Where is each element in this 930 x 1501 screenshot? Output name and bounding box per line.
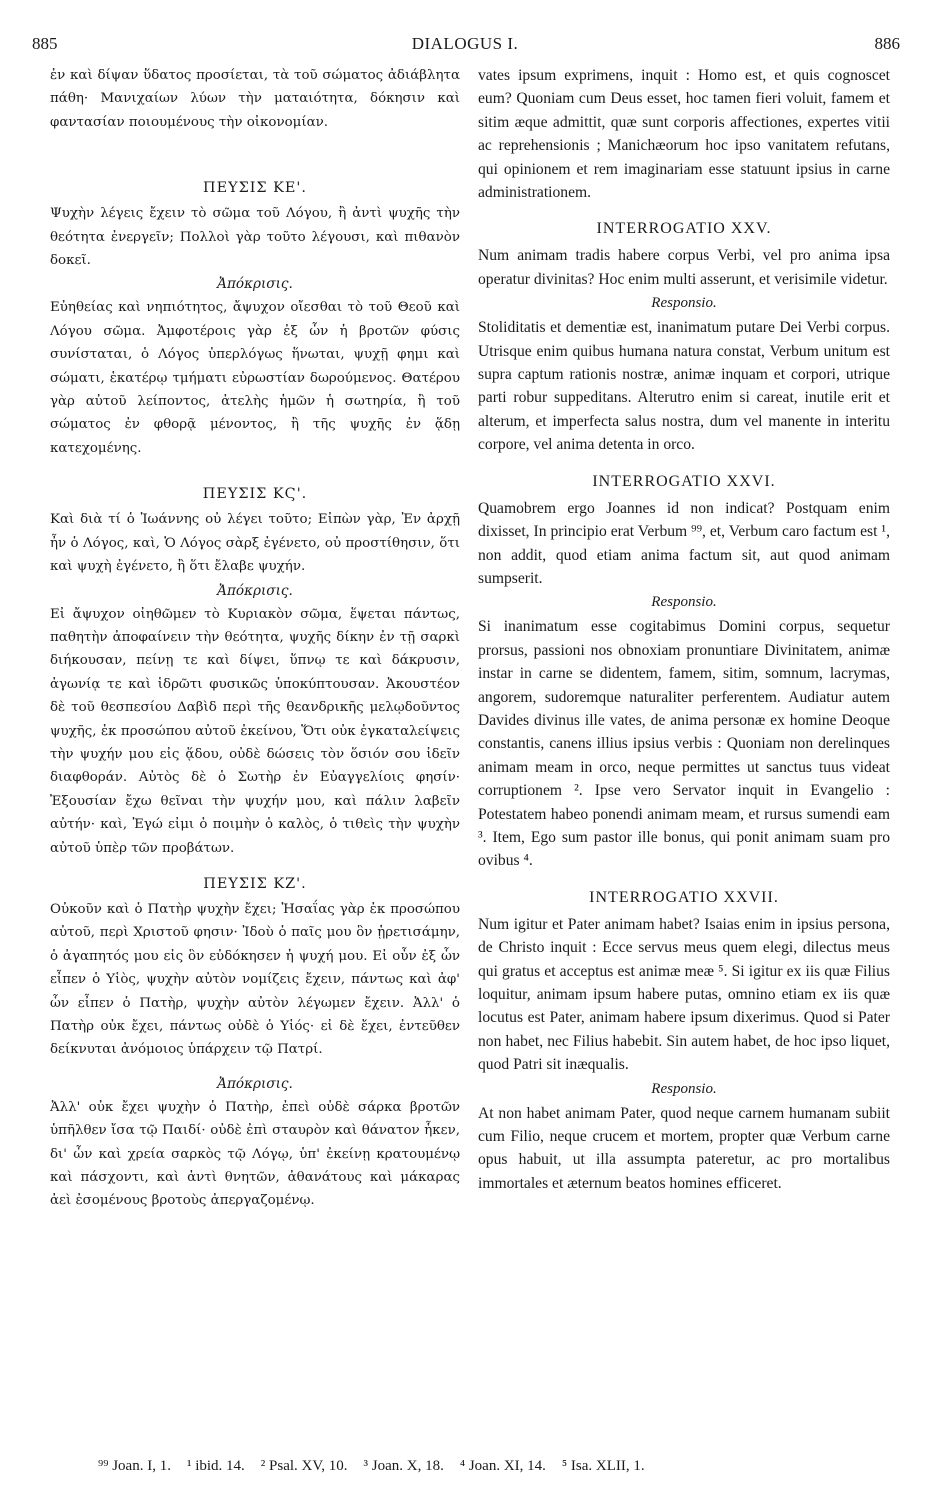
- paragraph: Quamobrem ergo Joannes id non indicat? Postquam enim dixisset, In principio erat Verbum ⁹⁹, et, Verbum caro factum est ¹, non addit, quod etiam anima factum sit, aut quod animam sumpserit.: [478, 499, 890, 587]
- running-title: DIALOGUS I.: [411, 34, 519, 53]
- response-label: Responsio.: [651, 1080, 717, 1097]
- footnote: ³ Joan. X, 18.: [363, 1458, 444, 1474]
- response-label: Ἀπόκρισις.: [217, 582, 293, 599]
- spacer: [50, 460, 460, 470]
- paragraph: Ψυχὴν λέγεις ἔχειν τὸ σῶμα τοῦ Λόγου, ἢ ἀντὶ ψυχῆς τὴν θεότητα ἐνεργεῖν; Πολλοὶ γὰρ τοῦτο λέγουσι, καὶ πιθανὸν δοκεῖ.: [50, 206, 460, 269]
- footnote: ⁴ Joan. XI, 14.: [459, 1458, 546, 1474]
- paragraph: Οὐκοῦν καὶ ὁ Πατὴρ ψυχὴν ἔχει; Ἡσαΐας γὰρ ἐκ προσώπου αὐτοῦ, περὶ Χριστοῦ φησιν· Ἰδοὺ ὁ παῖς μου ὃν ᾑρετισάμην, ὁ ἀγαπητός μου εἰς ὃν εὐδόκησεν ἡ ψυχή μου. Εἰ οὖν ἐξ ὧν εἶπεν ὁ Υἱὸς, ψυχὴν αὐτὸν νομίζεις ἔχειν, πάντως καὶ ἀφ' ὧν εἶπεν ὁ Πατὴρ, ψυχὴν αὐτὸν λέγωμεν ἔχειν. Ἀλλ' ὁ Πατὴρ οὐκ ἔχει, πάντως οὐδὲ ὁ Υἱός· εἰ δὲ ἔχει, ἐντεῦθεν δείκνυται ἀνόμοιος ὑπάρχειν τῷ Πατρί.: [50, 901, 460, 1058]
- paragraph: Num animam tradis habere corpus Verbi, vel pro anima ipsa operatur divinitas? Hoc enim multi asserunt, et verisimile videtur.: [478, 247, 890, 288]
- paragraph: Εἰ ἄψυχον οἰηθῶμεν τὸ Κυριακὸν σῶμα, ἕψεται πάντως, παθητὴν ἀποφαίνειν τὴν θεότητα, ψυχῆς δίκην ἐν τῇ σαρκὶ διήκουσαν, πείνῃ τε καὶ δίψει, ὕπνῳ τε καὶ δάκρυσιν, ἀγωνίᾳ τε καὶ ἱδρῶτι φυσικῶς ὑποκύπτουσαν. Ἀκουστέον δὲ τοῦ θεσπεσίου Δαβὶδ περὶ τῆς θεανδρικῆς μελῳδοῦντος ψυχῆς, ἐκ προσώπου αὐτοῦ ἐκείνου, Ὅτι οὐκ ἐγκαταλείψεις τὴν ψυχήν μου εἰς ᾅδου, οὐδὲ δώσεις τὸν ὅσιόν σου ἰδεῖν διαφθοράν. Αὐτὸς δὲ ὁ Σωτὴρ ἐν Εὐαγγελίοις φησίν· Ἐξουσίαν ἔχω θεῖναι τὴν ψυχήν μου, καὶ πάλιν λαβεῖν αὐτήν· καὶ, Ἐγώ εἰμι ὁ ποιμὴν ὁ καλὸς, ὁ τιθεὶς τὴν ψυχὴν αὐτοῦ ὑπὲρ τῶν προβάτων.: [50, 606, 460, 856]
- footnotes: [98, 1458, 818, 1475]
- footnote: ⁹⁹ Joan. I, 1.: [98, 1458, 171, 1474]
- response-label: Ἀπόκρισις.: [217, 276, 293, 293]
- footnote: ¹ ibid. 14.: [186, 1458, 245, 1474]
- response-label: Responsio.: [651, 594, 717, 611]
- spacer: [50, 134, 460, 144]
- paragraph: Stoliditatis et dementiæ est, inanimatum putare Dei Verbi corpus. Utrisque enim quibus humana natura constat, Verbum unitum est supra captum rationis nostræ, animæ inquam et corpori, utrique parti robur suppeditans. Alterutro enim si careat, inutile erit et alterum, et imperfecta salus nostra, dum vel manente in interitu corpore, vel anima detenta in orco.: [478, 319, 890, 454]
- paragraph: At non habet animam Pater, quod neque carnem humanam subiit cum Filio, neque crucem et mortem, propter quæ Verbum carne opus habuit, ut illa assumpta pateretur, ac pro mortalibus immortales et æternum beatos homines efficeret.: [478, 1104, 890, 1192]
- section-heading: INTERROGATIO XXVI.: [592, 472, 776, 490]
- paragraph: ἐν καὶ δίψαν ὕδατος προσίεται, τὰ τοῦ σώματος ἀδιάβλητα πάθη· Μανιχαίων λύων τὴν ματαιότητα, δόκησιν καὶ φαντασίαν ποιουμένους τὴν οἰκονομίαν.: [50, 68, 460, 130]
- response-label: Responsio.: [651, 295, 717, 312]
- paragraph: Si inanimatum esse cogitabimus Domini corpus, sequetur prorsus, passioni nos obnoxiam pronuntiare Divinitatem, animæ instar in carne se didentem, famem, sitim, somnum, lacrymas, angorem, sudoremque naturaliter perferentem. Audiatur autem Davides divinus ille vates, de anima personæ ex homine Deoque constantis, canens illius ipsius verbis : Quoniam non derelinques animam meam in orco, neque permittes ut sanctus tuus videat corruptionem ². Ipse vero Servator inquit in Evangelio : Potestatem habeo ponendi animam meam, et rursus sumendi eam ³. Item, Ego sum pastor ille bonus, qui ponit animam suam pro ovibus ⁴.: [478, 618, 890, 870]
- paragraph: Εὐηθείας καὶ νηπιότητος, ἄψυχον οἴεσθαι τὸ τοῦ Θεοῦ καὶ Λόγου σῶμα. Ἀμφοτέροις γὰρ ἐξ ὧν ἡ βροτῶν φύσις συνίσταται, ὁ Λόγος ὑπερλόγως ἥνωται, ψυχῇ φημι καὶ σώματι, ἑκατέρῳ τμήματι εὐρωστίαν δωρούμενος. Θατέρου γὰρ αὐτοῦ λείποντος, ἀτελὴς ἡμῶν ἡ σωτηρία, ἢ τοῦ σώματος ἐν φθορᾷ μένοντος, ἢ τῆς ψυχῆς ἐν ᾅδῃ κατεχομένης.: [50, 300, 460, 456]
- greek-column: [50, 64, 460, 1213]
- page-number-left: 885: [32, 34, 58, 53]
- paragraph: vates ipsum exprimens, inquit : Homo est, et quis cognoscet eum? Quoniam cum Deus esset, hoc tamen fieri voluit, famem et sitim æque admittit, quæ sunt corporis affectiones, expertes vitii ac reprehensionis ; Manichæorum hoc ipso vanitatem refutans, qui opinionem et rem imaginariam esse statuunt ipsius in carne administrationem.: [478, 67, 890, 202]
- response-label: Ἀπόκρισις.: [217, 1075, 293, 1092]
- paragraph: Καὶ διὰ τί ὁ Ἰωάννης οὐ λέγει τοῦτο; Εἰπὼν γὰρ, Ἐν ἀρχῇ ἦν ὁ Λόγος, καὶ, Ὁ Λόγος σὰρξ ἐγένετο, οὐ προστίθησιν, ὅτι καὶ ψυχὴ ἐγένετο, ἢ ὅτι ἔλαβε ψυχήν.: [50, 512, 460, 575]
- section-heading: INTERROGATIO XXV.: [596, 220, 772, 238]
- spacer: [50, 1062, 460, 1072]
- paragraph: Num igitur et Pater animam habet? Isaias enim in ipsius persona, de Christo inquit : Ecce servus meus quem elegi, dilectus meus qui gratus et acceptus est animæ meæ ⁵. Si igitur ex iis quæ Filius loquitur, animam ipsum habere putas, omnino etiam ex iis quæ locutus est Pater, animam habere ipsum dixerimus. Quod si Pater non habet, nec Filius habebit. Sin autem habet, de hoc ipso liquet, quod Patri sit inæqualis.: [478, 915, 890, 1074]
- section-heading: ΠΕΥΣΙΣ ΚΕ'.: [203, 180, 307, 197]
- paragraph: Ἀλλ' οὐκ ἔχει ψυχὴν ὁ Πατὴρ, ἐπεὶ οὐδὲ σάρκα βροτῶν ὑπῆλθεν ἴσα τῷ Παιδί· οὐδὲ ἐπὶ σταυρὸν καὶ θάνατον ἧκεν, δι' ὧν καὶ χρεία σαρκὸς τῷ Λόγῳ, ὑπ' ἐκείνῃ κρατουμένῳ καὶ πάσχοντι, καὶ ἀντὶ θνητῶν, ἀθανάτους καὶ μάκαρας ἀεὶ ἐσομένους βροτοὺς ἀπεργαζομένῳ.: [50, 1099, 460, 1209]
- footnote: ⁵ Isa. XLII, 1.: [561, 1458, 645, 1474]
- latin-column: [478, 64, 890, 1195]
- page-number-right: 886: [874, 34, 900, 53]
- page-header: [28, 34, 902, 54]
- section-heading: ΠΕΥΣΙΣ ΚϚ'.: [202, 486, 308, 503]
- section-heading: INTERROGATIO XXVII.: [589, 888, 779, 906]
- section-heading: ΠΕΥΣΙΣ ΚΖ'.: [203, 875, 307, 892]
- footnote: ² Psal. XV, 10.: [260, 1458, 348, 1474]
- spacer: [50, 154, 460, 164]
- spacer: [50, 144, 460, 154]
